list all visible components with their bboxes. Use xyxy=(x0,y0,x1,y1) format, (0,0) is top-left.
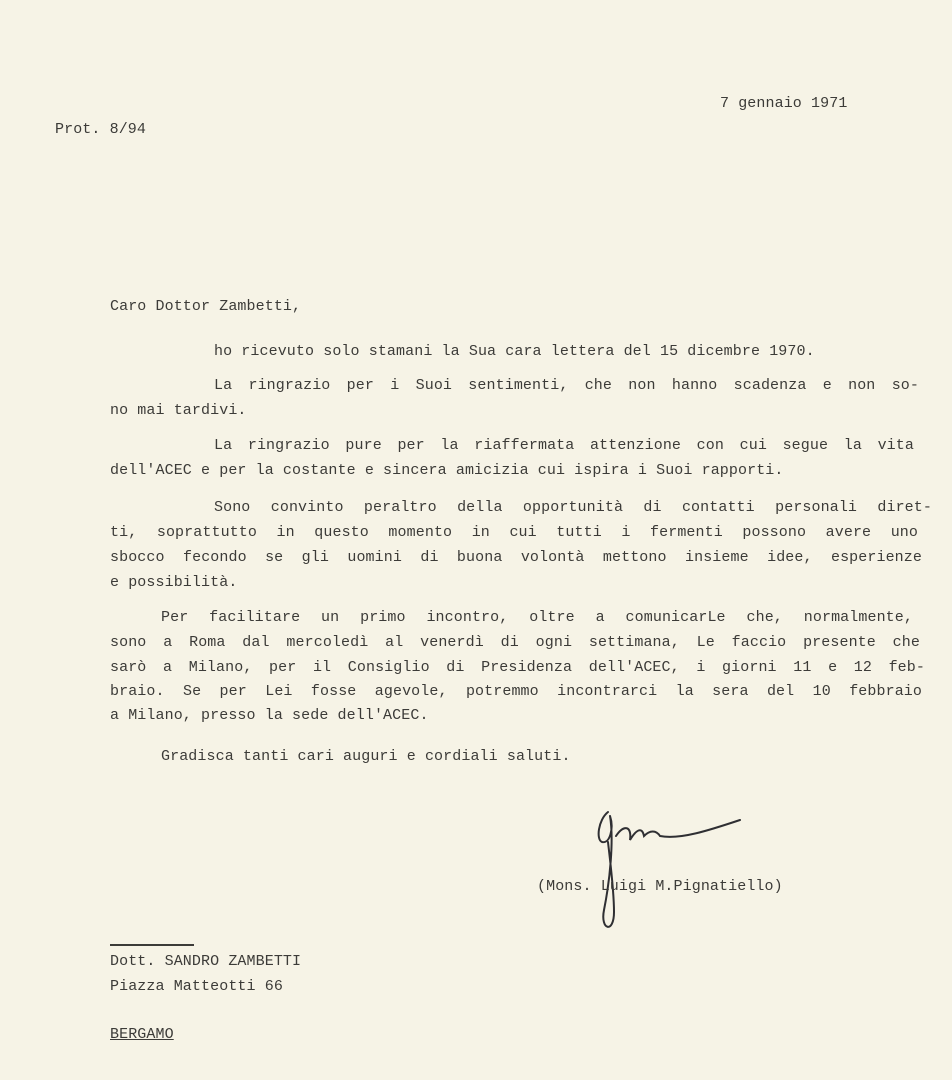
paragraph-4-line: Sono convinto peraltro della opportunità di contatti personali diret- xyxy=(214,499,932,516)
letter-date: 7 gennaio 1971 xyxy=(720,95,848,112)
protocol-number: Prot. 8/94 xyxy=(55,121,147,138)
paragraph-5-line: sarò a Milano, per il Consiglio di Presidenza dell'ACEC, i giorni 11 e 12 feb- xyxy=(110,659,925,676)
signatory-name: (Mons. Luigi M.Pignatiello) xyxy=(537,878,783,895)
paragraph-5-line: sono a Roma dal mercoledì al venerdì di ogni settimana, Le faccio presente che xyxy=(110,634,920,651)
paragraph-5-line: Per facilitare un primo incontro, oltre a comunicarLe che, normalmente, xyxy=(161,609,913,626)
paragraph-2-line: no mai tardivi. xyxy=(110,402,247,419)
recipient-address: Piazza Matteotti 66 xyxy=(110,978,283,995)
recipient-name: Dott. SANDRO ZAMBETTI xyxy=(110,953,302,970)
divider-line xyxy=(110,944,194,946)
closing-greeting: Gradisca tanti cari auguri e cordiali saluti. xyxy=(161,748,571,765)
paragraph-2-line: La ringrazio per i Suoi sentimenti, che non hanno scadenza e non so- xyxy=(214,377,919,394)
paragraph-3-line: dell'ACEC e per la costante e sincera amicizia cui ispira i Suoi rapporti. xyxy=(110,462,784,479)
paragraph-1-line: ho ricevuto solo stamani la Sua cara lettera del 15 dicembre 1970. xyxy=(214,343,815,360)
recipient-city: BERGAMO xyxy=(110,1026,174,1043)
paragraph-3-line: La ringrazio pure per la riaffermata attenzione con cui segue la vita xyxy=(214,437,914,454)
paragraph-5-line: braio. Se per Lei fosse agevole, potremmo incontrarci la sera del 10 febbraio xyxy=(110,683,922,700)
paragraph-4-line: ti, soprattutto in questo momento in cui tutti i fermenti possono avere uno xyxy=(110,524,918,541)
paragraph-4-line: e possibilità. xyxy=(110,574,238,591)
paragraph-5-line: a Milano, presso la sede dell'ACEC. xyxy=(110,707,429,724)
handwritten-signature xyxy=(580,800,760,940)
paragraph-4-line: sbocco fecondo se gli uomini di buona volontà mettono insieme idee, esperienze xyxy=(110,549,922,566)
salutation: Caro Dottor Zambetti, xyxy=(110,298,302,315)
